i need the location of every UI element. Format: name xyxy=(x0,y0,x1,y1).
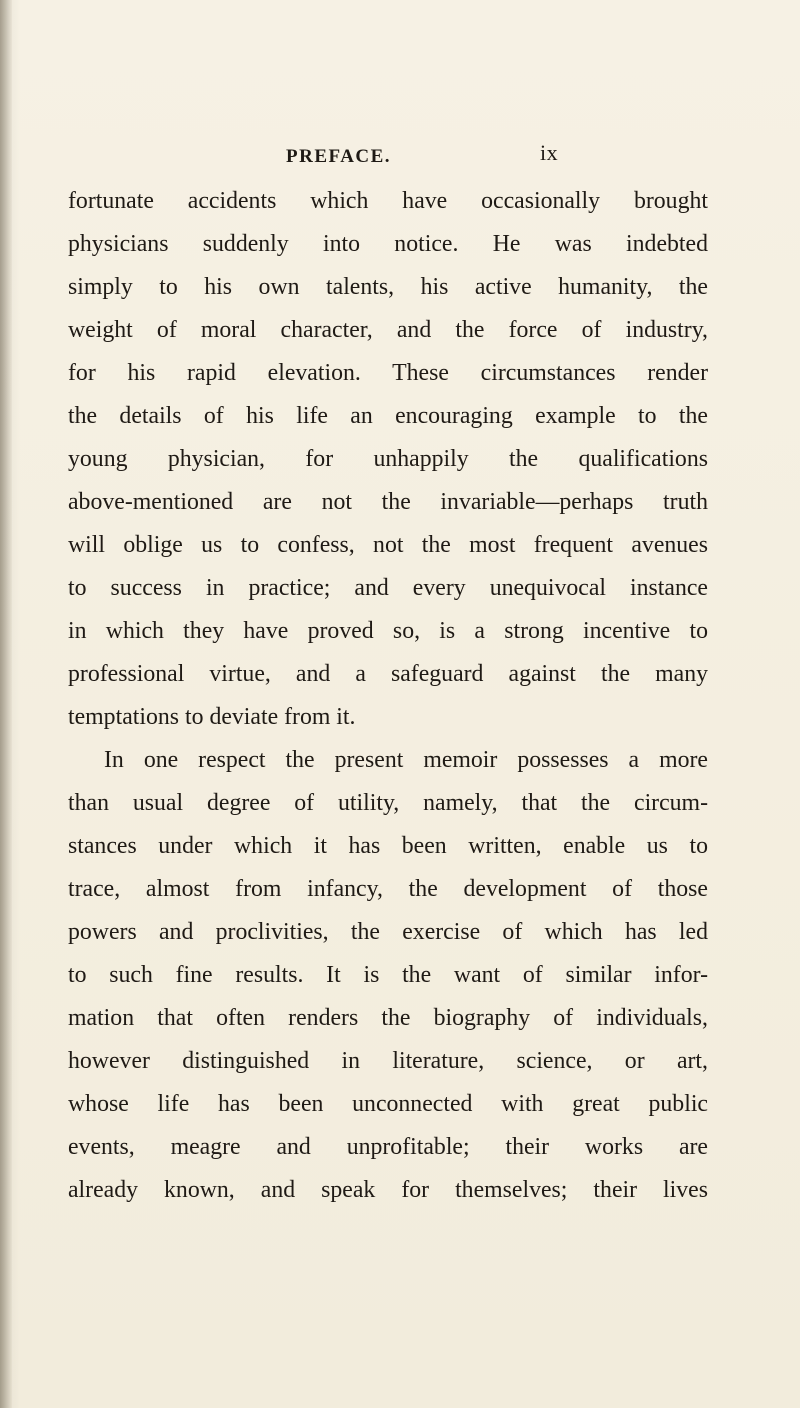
paragraph-first-line: In one respect the present memoir possesses a more xyxy=(104,747,708,773)
text-line: stances under which it has been written, enable us to xyxy=(68,833,708,859)
text-line: however distinguished in literature, science, or art, xyxy=(68,1048,708,1074)
page-number: ix xyxy=(540,140,559,165)
page-gutter-shadow xyxy=(0,0,12,1408)
text-line: mation that often renders the biography of individuals, xyxy=(68,1005,708,1031)
text-line: weight of moral character, and the force of industry, xyxy=(68,317,708,343)
text-line: to such fine results. It is the want of similar infor- xyxy=(68,962,708,988)
text-line: fortunate accidents which have occasionally brought xyxy=(68,188,708,214)
text-line: events, meagre and unprofitable; their works are xyxy=(68,1134,708,1160)
text-line: for his rapid elevation. These circumstances render xyxy=(68,360,708,386)
text-line: young physician, for unhappily the qualifications xyxy=(68,446,708,472)
running-head: PREFACE. xyxy=(286,146,392,167)
paragraph-end-line: temptations to deviate from it. xyxy=(68,704,356,730)
text-line: to success in practice; and every unequivocal instance xyxy=(68,575,708,601)
page-header xyxy=(286,140,686,176)
text-line: trace, almost from infancy, the development of those xyxy=(68,876,708,902)
text-line: professional virtue, and a safeguard against the many xyxy=(68,661,708,687)
text-line: simply to his own talents, his active humanity, the xyxy=(68,274,708,300)
text-line: above-mentioned are not the invariable—perhaps truth xyxy=(68,489,708,515)
text-line: in which they have proved so, is a strong incentive to xyxy=(68,618,708,644)
text-line: powers and proclivities, the exercise of which has led xyxy=(68,919,708,945)
text-line: than usual degree of utility, namely, that the circum- xyxy=(68,790,708,816)
text-line: physicians suddenly into notice. He was indebted xyxy=(68,231,708,257)
text-line: the details of his life an encouraging example to the xyxy=(68,403,708,429)
text-line: whose life has been unconnected with great public xyxy=(68,1091,708,1117)
text-line: already known, and speak for themselves; their lives xyxy=(68,1177,708,1203)
text-line: will oblige us to confess, not the most frequent avenues xyxy=(68,532,708,558)
body-text xyxy=(68,180,708,1212)
